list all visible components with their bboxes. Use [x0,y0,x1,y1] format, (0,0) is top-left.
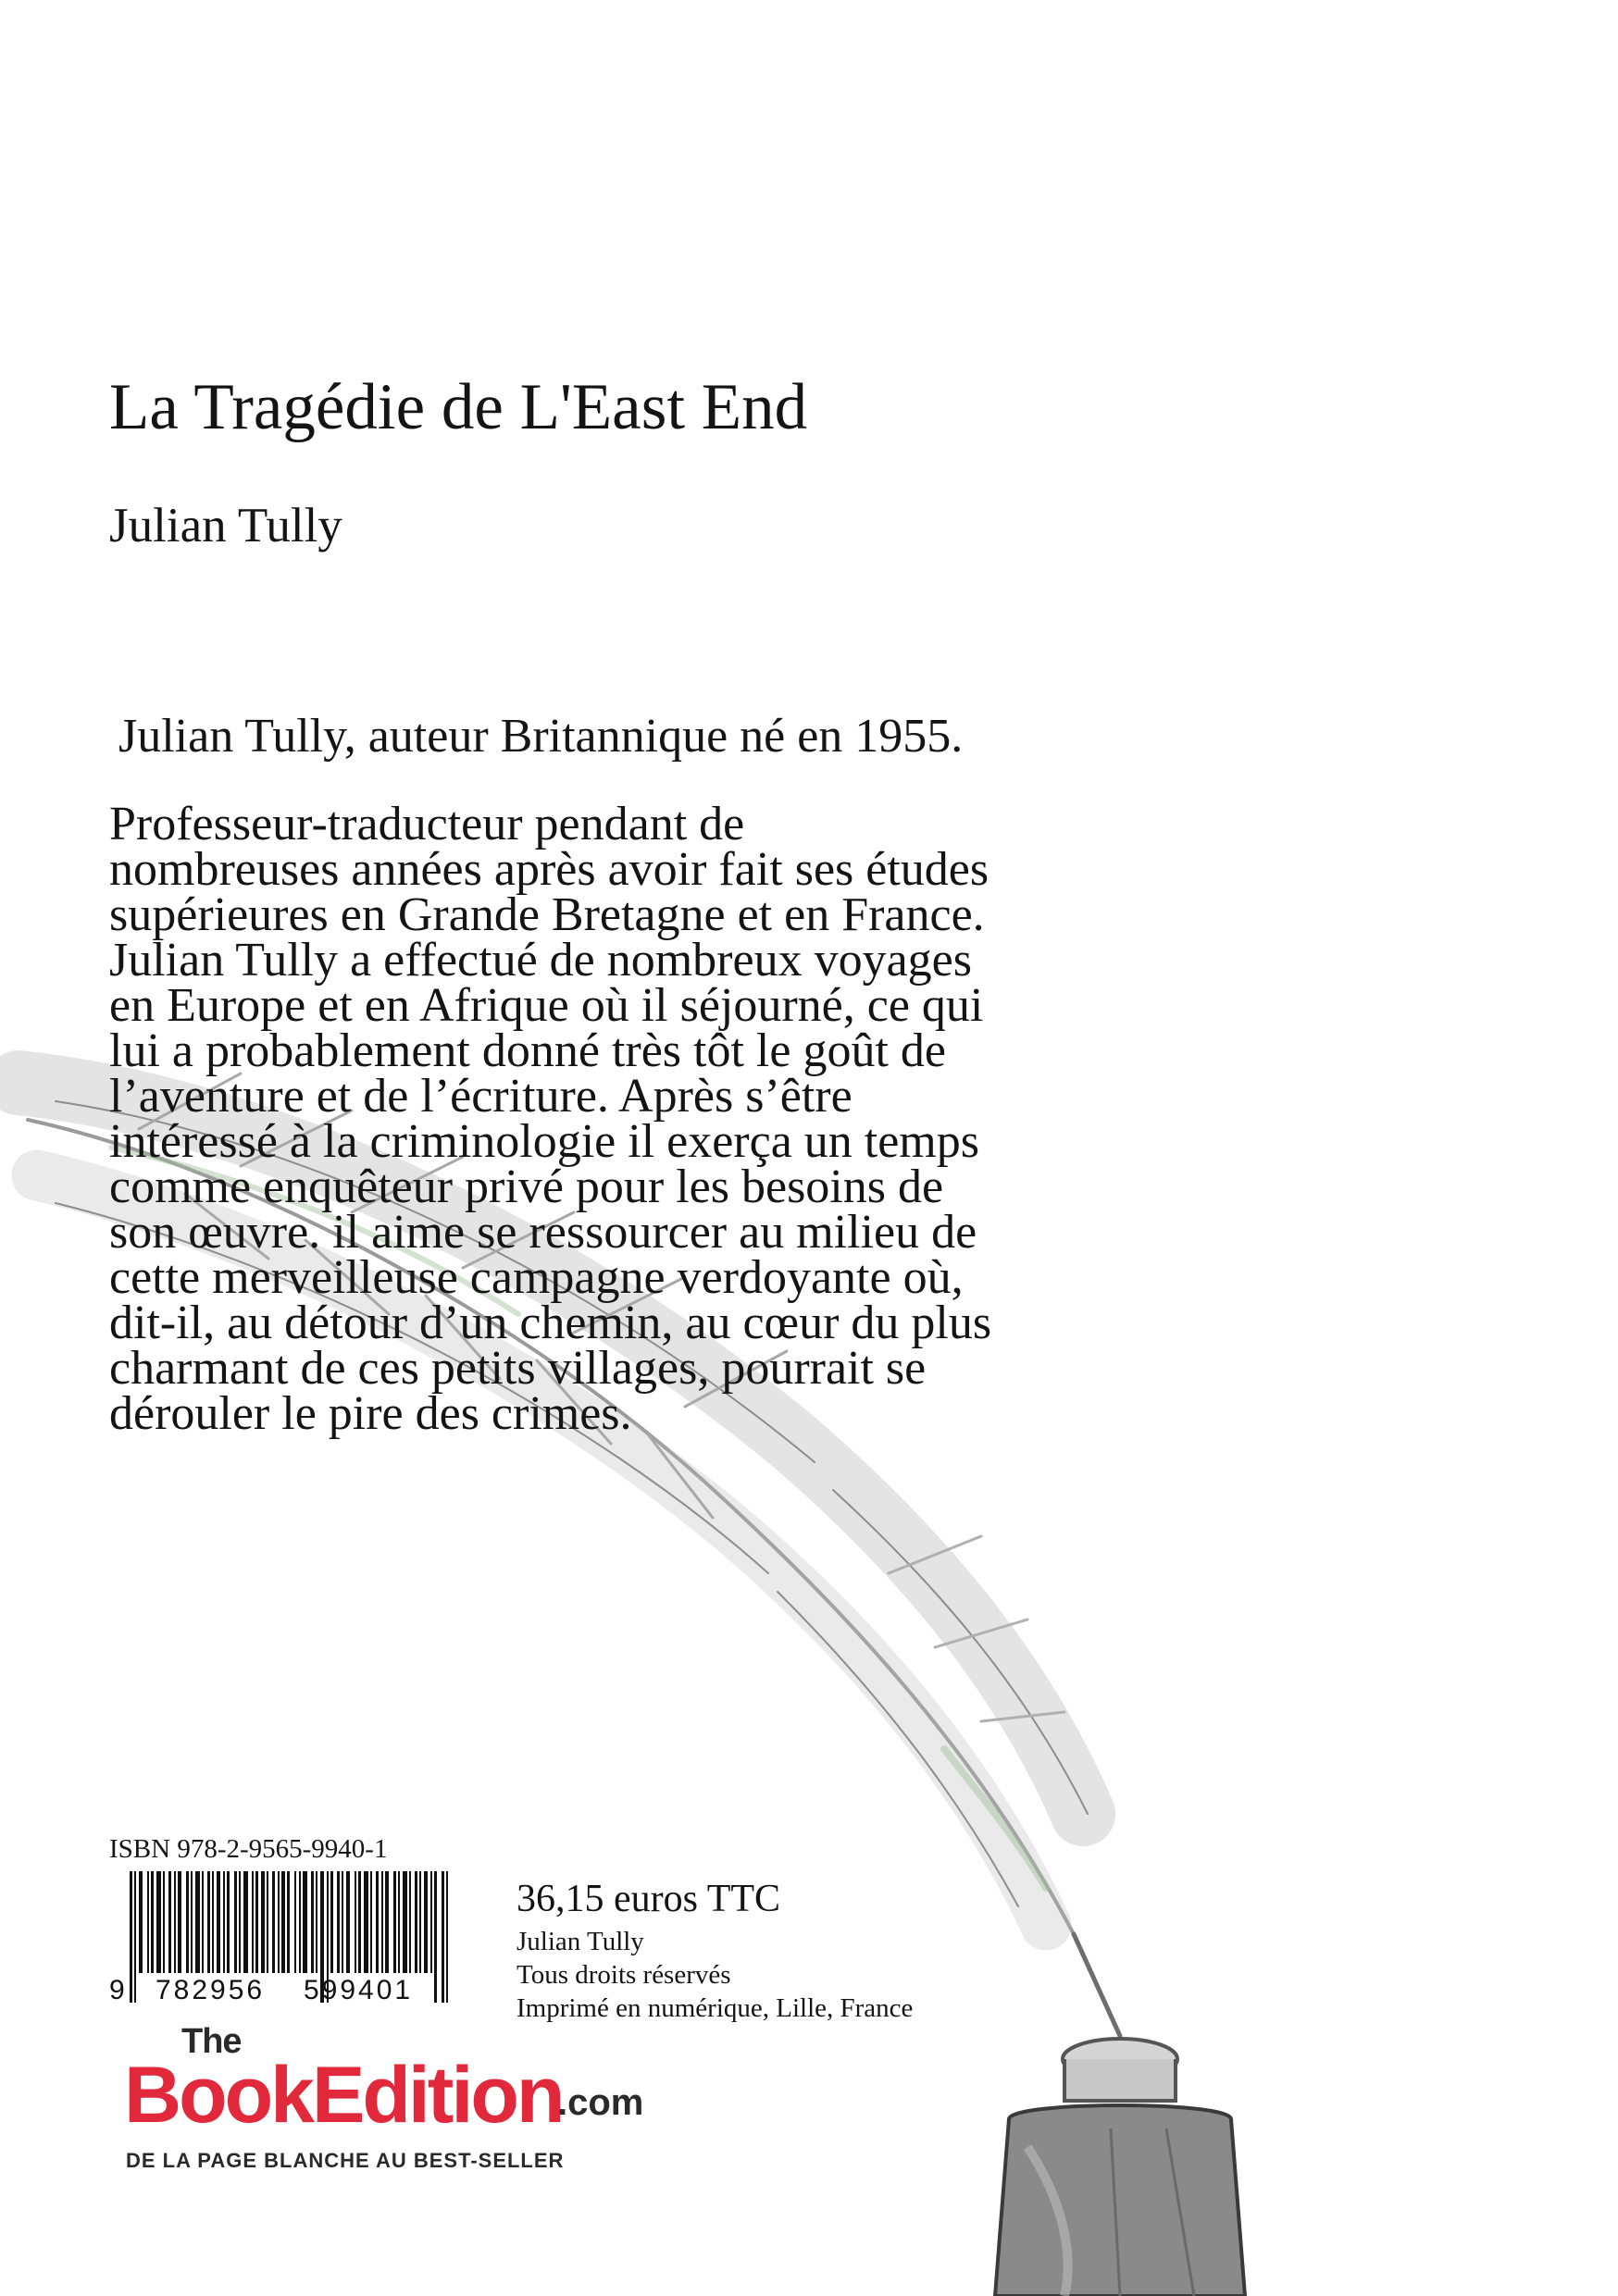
isbn-barcode [109,1871,454,2003]
bio-line: l’aventure et de l’écriture. Après s’être [109,1070,853,1123]
barcode-bar [195,1871,200,1973]
barcode-bar [446,1871,448,2003]
barcode-bar [168,1871,171,1973]
bio-line: comme enquêteur privé pour les besoins de [109,1160,944,1213]
bio-line: supérieures en Grande Bretagne et en France. [109,888,985,941]
barcode-bar [434,1871,437,2003]
barcode-bar [409,1871,411,1973]
bio-line: en Europe et en Afrique où il séjourné, ce qui [109,979,984,1032]
logo-com: .com [557,2082,644,2123]
isbn-label: ISBN 978-2-9565-9940-1 [109,1834,388,1864]
barcode-bar [342,1871,343,1973]
barcode-bar [337,1871,340,1973]
bio-line: dit-il, au détour d’un chemin, au cœur du plus [109,1297,992,1349]
barcode-bar [267,1871,268,1973]
barcode-bar [217,1871,220,1973]
barcode-bar [330,1871,333,1973]
barcode-bar [278,1871,280,1973]
barcode-left-group: 782956 [156,1975,266,2003]
barcode-bar [287,1871,290,1973]
barcode-bar [261,1871,265,1973]
book-author: Julian Tully [109,499,342,552]
barcode-bar [430,1871,432,1973]
logo-bookedition: BookEdition [124,2051,563,2140]
barcode-bar [202,1871,204,1973]
author-bio [109,798,1257,1440]
bio-line: intéressé à la criminologie il exerça un temps [109,1115,979,1168]
author-bio-lead: Julian Tully, auteur Britannique né en 1955. [118,710,964,763]
barcode-bar [294,1871,296,1973]
bio-line: cette merveilleuse campagne verdoyante où, [109,1251,964,1304]
barcode-bar [223,1871,225,1973]
bio-line: son œuvre. il aime se ressourcer au milieu de [109,1206,977,1259]
book-title: La Tragédie de L'East End [109,371,808,443]
barcode-right-group: 599401 [304,1975,414,2003]
bio-line: Professeur-traducteur pendant de [109,798,745,850]
barcode-bar [281,1871,285,1973]
imprint-rights: Tous droits réservés [517,1960,731,1990]
barcode-bar [346,1871,350,1973]
imprint-author: Julian Tully [517,1927,644,1956]
bio-line: charmant de ces petits villages, pourrait se [109,1342,927,1395]
barcode-bar [186,1871,189,1973]
barcode-first-digit: 9 [109,1975,125,2003]
bio-line: Julian Tully a effectué de nombreux voyages [109,934,972,987]
barcode-bar [239,1871,241,1973]
barcode-bar [303,1871,307,1973]
barcode-bar [156,1871,161,1973]
barcode-bar [178,1871,181,1973]
barcode-bar [398,1871,400,1973]
bio-line: lui a probablement donné très tôt le goût de [109,1024,946,1077]
barcode-bar [299,1871,301,1973]
barcode-bar [234,1871,237,1973]
barcode-bar [393,1871,396,1973]
barcode-bar [147,1871,149,1973]
barcode-bar [163,1871,165,1973]
barcode-bar [364,1871,368,1973]
barcode-bar [174,1871,176,1973]
barcode-bar [358,1871,361,1973]
barcode-bar [355,1871,356,1973]
barcode-bar [134,1871,136,2003]
barcode-bar [243,1871,248,1973]
logo-the: The [181,2022,242,2061]
logo-tagline: DE LA PAGE BLANCHE AU BEST-SELLER [126,2149,565,2172]
barcode-bar [151,1871,154,1973]
barcode-bar [255,1871,258,1973]
barcode-bar [415,1871,417,1973]
bio-line: dérouler le pire des crimes. [109,1387,632,1440]
barcode-bar [403,1871,407,1973]
barcode-bar [442,1871,444,2003]
price: 36,15 euros TTC [517,1878,781,1920]
barcode-bar [272,1871,275,1973]
barcode-bar [191,1871,193,1973]
barcode-bar [419,1871,421,1973]
barcode-bar [376,1871,379,1973]
barcode-bar [212,1871,214,1973]
barcode-bar [381,1871,383,1973]
bio-line: nombreuses années après avoir fait ses études [109,843,989,896]
barcode-bar [139,1871,143,1973]
barcode-bar [316,1871,317,1973]
barcode-bar [370,1871,372,1973]
barcode-bar [227,1871,230,1973]
barcode-bar [311,1871,314,1973]
barcode-bar [207,1871,210,1973]
imprint-printed: Imprimé en numérique, Lille, France [517,1993,914,2023]
barcode-bar [385,1871,389,1973]
barcode-bar [130,1871,132,2003]
barcode-bar [424,1871,428,1973]
barcode-bar [252,1871,254,1973]
